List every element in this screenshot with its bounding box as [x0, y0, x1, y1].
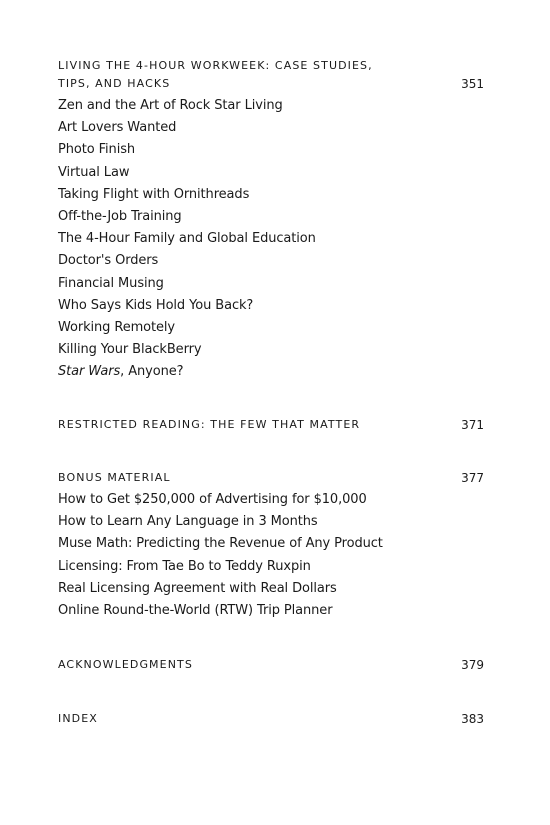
toc-item: Zen and the Art of Rock Star Living: [58, 98, 283, 113]
toc-item-list: [58, 489, 484, 622]
toc-section-title: ACKNOWLEDGMENTS: [58, 658, 193, 671]
toc-section-title: BONUS MATERIAL: [58, 471, 171, 484]
toc-item: Muse Math: Predicting the Revenue of Any Product: [58, 536, 383, 552]
toc-item: Who Says Kids Hold You Back?: [58, 297, 254, 313]
toc-item: How to Get $250,000 of Advertising for $10,000: [58, 492, 367, 507]
toc-item: Financial Musing: [58, 275, 164, 291]
toc-page-number: 379: [461, 658, 484, 672]
toc-item: Off-the-Job Training: [58, 209, 182, 225]
toc-page-number: 351: [461, 77, 484, 91]
toc-item: Real Licensing Agreement with Real Dollars: [58, 580, 337, 596]
toc-item: Photo Finish: [58, 142, 136, 158]
toc-item-list: [58, 95, 484, 384]
toc-section-index: [58, 710, 484, 728]
toc-section-restricted-reading: [58, 416, 484, 434]
toc-section-title: LIVING THE 4-HOUR WORKWEEK: CASE STUDIES, TIPS, AND HACKS: [58, 59, 373, 90]
toc-item: Virtual Law: [58, 164, 130, 180]
toc-section-header: [58, 416, 484, 434]
toc-section-title: INDEX: [58, 712, 98, 725]
toc-page-number: 371: [461, 418, 484, 432]
toc-page-number: 383: [461, 712, 484, 726]
toc-item: Doctor's Orders: [58, 253, 159, 269]
toc-item: Killing Your BlackBerry: [58, 342, 202, 358]
toc-section-header: [58, 710, 484, 728]
toc-section-case-studies: [58, 57, 484, 384]
toc-item: Art Lovers Wanted: [58, 120, 177, 136]
toc-item: The 4-Hour Family and Global Education: [58, 231, 316, 247]
toc-item: How to Learn Any Language in 3 Months: [58, 514, 318, 530]
toc-section-header: [58, 469, 484, 487]
toc-section-header: [58, 656, 484, 674]
toc-section-title: RESTRICTED READING: THE FEW THAT MATTER: [58, 418, 361, 431]
toc-section-bonus-material: [58, 469, 484, 622]
toc-section-acknowledgments: [58, 656, 484, 674]
toc-item-rest: , Anyone?: [120, 364, 184, 380]
toc-item-italic-part: Star Wars: [58, 364, 121, 380]
toc-item: Working Remotely: [58, 320, 176, 336]
toc-item: Taking Flight with Ornithreads: [58, 186, 250, 202]
toc-item: [58, 361, 484, 383]
toc-section-header: [58, 57, 484, 93]
toc-page-number: 377: [461, 471, 484, 485]
toc-item: Licensing: From Tae Bo to Teddy Ruxpin: [58, 558, 311, 574]
toc-item: Online Round-the-World (RTW) Trip Planner: [58, 603, 333, 619]
